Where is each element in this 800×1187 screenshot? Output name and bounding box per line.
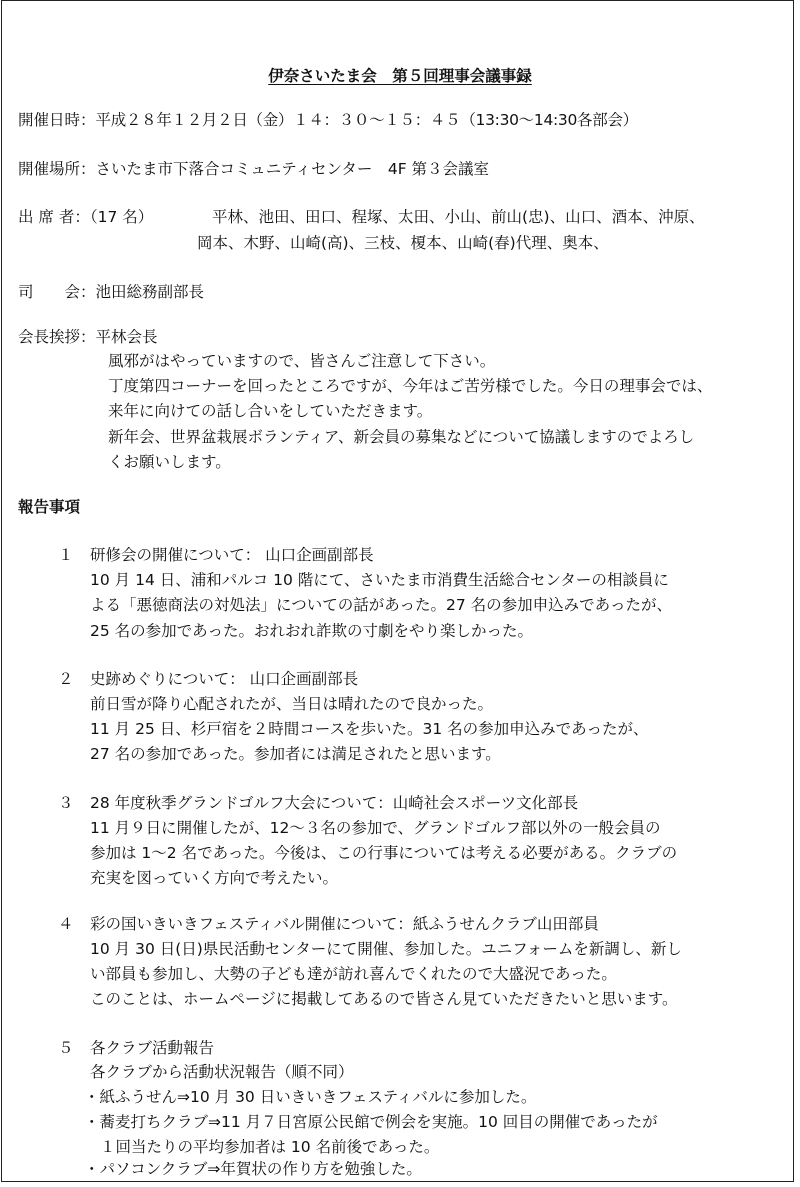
report-line: 11 月９日に開催したが、12～３名の参加で、グランドゴルフ部以外の一般会員の bbox=[90, 819, 661, 837]
report-line: 参加は 1～2 名であった。今後は、この行事については考える必要がある。クラブの bbox=[90, 844, 678, 862]
report-line: １回当たりの平均参加者は 10 名前後であった。 bbox=[100, 1138, 440, 1156]
report-heading: 研修会の開催について： 山口企画副部長 bbox=[90, 546, 374, 564]
report-line: よる「悪徳商法の対処法」についての話があった。27 名の参加申込みであったが、 bbox=[90, 596, 673, 614]
greeting-line: 新年会、世界盆栽展ボランティア、新会員の募集などについて協議しますのでよろし bbox=[108, 428, 695, 446]
report-line: 10 月 30 日(日)県民活動センターにて開催、参加した。ユニフォームを新調し、新し bbox=[90, 940, 682, 958]
report-line: 充実を図っていく方向で考えたい。 bbox=[90, 869, 339, 887]
report-line: 前日雪が降り心配されたが、当日は晴れたので良かった。 bbox=[90, 695, 494, 713]
greeting-line: 丁度第四コーナーを回ったところですが、今年はご苦労様でした。今日の理事会では、 bbox=[108, 377, 713, 395]
report-number: １ bbox=[58, 546, 74, 564]
report-heading: 彩の国いきいきフェスティバル開催について：紙ふうせんクラブ山田部員 bbox=[90, 915, 599, 933]
president-greeting: 会長挨拶：平林会長 bbox=[18, 328, 158, 346]
report-line: このことは、ホームページに掲載してあるので皆さん見ていただきたいと思います。 bbox=[90, 990, 678, 1008]
report-line: 27 名の参加であった。参加者には満足されたと思います。 bbox=[90, 745, 501, 763]
report-heading: 28 年度秋季グランドゴルフ大会について：山崎社会スポーツ文化部長 bbox=[90, 794, 579, 812]
report-number: ５ bbox=[58, 1039, 74, 1057]
report-line: 11 月 25 日、杉戸宿を２時間コースを歩いた。31 名の参加申込みであったが、 bbox=[90, 720, 649, 738]
report-bullet: ・紙ふうせん⇒10 月 30 日いきいきフェスティバルに参加した。 bbox=[84, 1088, 537, 1106]
report-heading: 各クラブ活動報告 bbox=[90, 1039, 215, 1057]
meeting-place: 開催場所：さいたま市下落合コミュニティセンター 4F 第３会議室 bbox=[18, 160, 490, 178]
meeting-date: 開催日時：平成２８年１２月２日（金）１４：３０～１５：４５（13:30～14:30各部会） bbox=[18, 111, 638, 129]
greeting-line: くお願いします。 bbox=[108, 453, 231, 471]
document-title: 伊奈さいたま会 第５回理事会議事録 bbox=[268, 67, 532, 85]
attendees-line-2: 岡本、木野、山崎(高)、三枝、榎本、山崎(春)代理、奥本、 bbox=[197, 234, 609, 252]
section-title: 報告事項 bbox=[18, 498, 81, 516]
report-bullet: ・蕎麦打ちクラブ⇒11 月７日宮原公民館で例会を実施。10 回目の開催であったが bbox=[84, 1113, 658, 1131]
report-heading: 史跡めぐりについて： 山口企画副部長 bbox=[90, 670, 359, 688]
report-number: ４ bbox=[58, 915, 74, 933]
report-number: ３ bbox=[58, 794, 74, 812]
report-line: い部員も参加し、大勢の子ども達が訪れ喜んでくれたので大盛況であった。 bbox=[90, 965, 617, 983]
report-line: 10 月 14 日、浦和パルコ 10 階にて、さいたま市消費生活総合センターの相談員に bbox=[90, 571, 669, 589]
greeting-line: 来年に向けての話し合いをしていただきます。 bbox=[108, 402, 433, 420]
master-of-ceremonies: 司 会：池田総務副部長 bbox=[18, 283, 205, 301]
report-number: ２ bbox=[58, 670, 74, 688]
report-line: 各クラブから活動状況報告（順不同） bbox=[90, 1063, 354, 1081]
attendees-line-1: 平林、池田、田口、程塚、太田、小山、前山(忠)、山口、酒本、沖原、 bbox=[212, 208, 705, 226]
report-bullet: ・パソコンクラブ⇒年賀状の作り方を勉強した。 bbox=[84, 1160, 422, 1178]
report-line: 25 名の参加であった。おれおれ詐欺の寸劇をやり楽しかった。 bbox=[90, 622, 533, 640]
attendees: 出 席 者：（17 名） bbox=[18, 208, 154, 226]
greeting-line: 風邪がはやっていますので、皆さんご注意して下さい。 bbox=[108, 352, 496, 370]
